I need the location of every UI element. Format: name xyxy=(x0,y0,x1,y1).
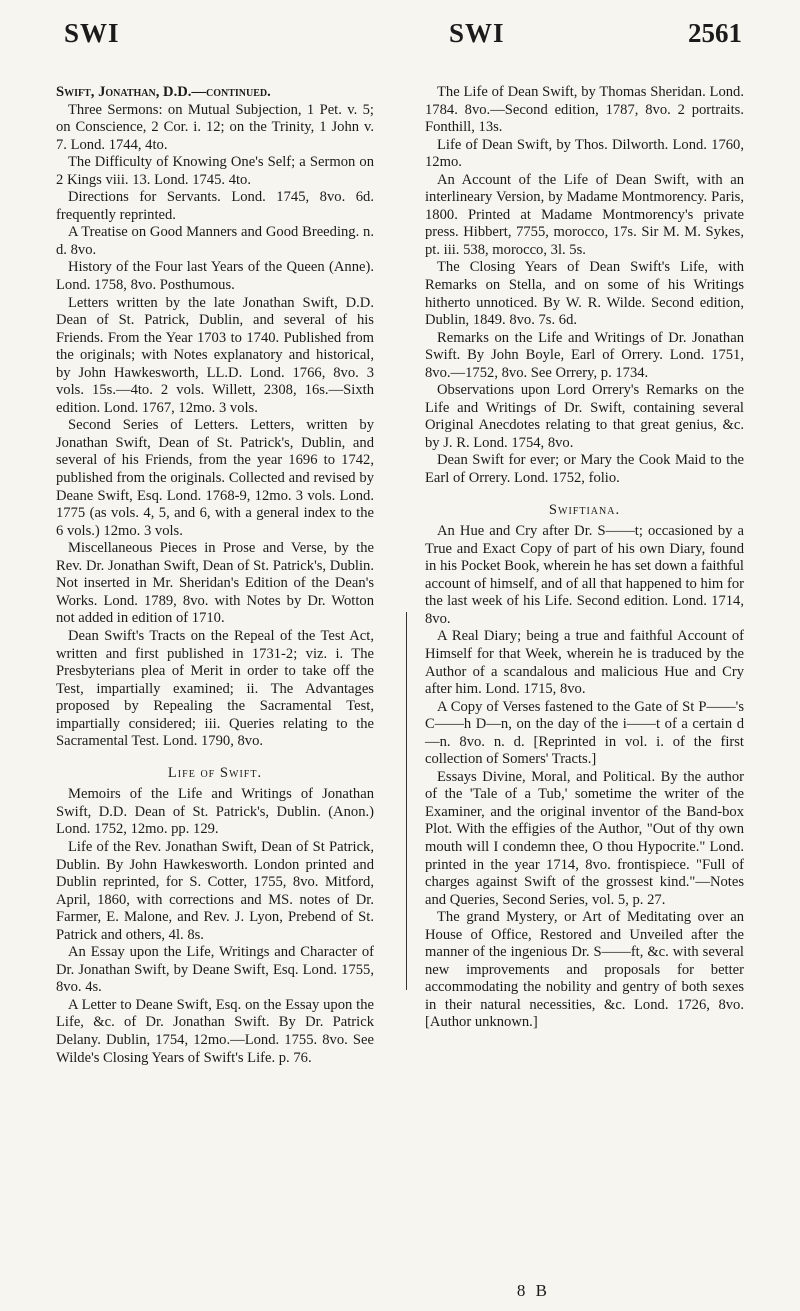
right-entries xyxy=(425,84,744,488)
left-entries xyxy=(56,102,374,751)
bibliography-entry: Dean Swift's Tracts on the Repeal of the Test Act, written and first published in 1731-2; viz. i. The Presbyterians plea of Merit in order to take off the Test, impartially examined; ii. The Advantages proposed by Repealing the Sacramental Test, impartially considered; iii. Queries relating to the Sacramental Test. Lond. 1790, 8vo. xyxy=(56,627,374,750)
bibliography-entry: Letters written by the late Jonathan Swift, D.D. Dean of St. Patrick, Dublin, and several of his Friends. From the Year 1703 to 1740. Published from the originals; with Notes explanatory and historical, by John Hawkesworth, LL.D. Lond. 1766, 8vo. 3 vols. 15s.—4to. 2 vols. Willett, 2308, 16s.—Sixth edition. Lond. 1767, 12mo. 3 vols. xyxy=(56,294,374,416)
bibliography-entry: Three Sermons: on Mutual Subjection, 1 Pet. v. 5; on Conscience, 2 Cor. i. 12; on the Trinity, 1 John v. 7. Lond. 1744, 4to. xyxy=(56,101,374,153)
running-head-left: SWI xyxy=(64,18,120,48)
bibliography-entry: An Essay upon the Life, Writings and Character of Dr. Jonathan Swift, by Deane Swift, Esq. Lond. 1755, 8vo. 4s. xyxy=(56,944,374,996)
life-entries xyxy=(56,786,374,1067)
bibliography-entry: Life of Dean Swift, by Thos. Dilworth. Lond. 1760, 12mo. xyxy=(425,136,744,171)
bibliography-entry: History of the Four last Years of the Queen (Anne). Lond. 1758, 8vo. Posthumous. xyxy=(56,259,374,294)
bibliography-entry: Dean Swift for ever; or Mary the Cook Maid to the Earl of Orrery. Lond. 1752, folio. xyxy=(425,452,744,487)
running-head-center: SWI xyxy=(449,18,505,48)
bibliography-entry: A Letter to Deane Swift, Esq. on the Essay upon the Life, &c. of Dr. Jonathan Swift. By Dr. Patrick Delany. Dublin, 1754, 12mo.—Lond. 1755. 8vo. See Wilde's Closing Years of Swift's Life. p. 76. xyxy=(56,996,374,1066)
bibliography-entry: Directions for Servants. Lond. 1745, 8vo. 6d. frequently reprinted. xyxy=(56,189,374,223)
section-heading-life: Life of Swift. xyxy=(167,764,263,781)
swiftiana-entries xyxy=(425,523,744,1032)
bibliography-entry: Miscellaneous Pieces in Prose and Verse, by the Rev. Dr. Jonathan Swift, Dean of St. Patrick's, Dublin. Not inserted in Mr. Sheridan's Edition of the Dean's Works. Lond. 1789, 8vo. with Notes by Dr. Wotton not added in edition of 1710. xyxy=(56,540,374,627)
page-number: 2561 xyxy=(688,18,742,48)
bibliography-entry: A Treatise on Good Manners and Good Breeding. n. d. 8vo. xyxy=(56,224,374,258)
right-column xyxy=(425,84,744,1032)
bibliography-entry: Remarks on the Life and Writings of Dr. Jonathan Swift. By John Boyle, Earl of Orrery. Lond. 1751, 8vo.—1752, 8vo. See Orrery, p. 1734. xyxy=(425,329,744,381)
bibliography-entry: Essays Divine, Moral, and Political. By the author of the 'Tale of a Tub,' sometime the writer of the Examiner, and the original inventor of the Band-box Plot. With the effigies of the Author, "Out of thy own mouth will I condemn thee, O thou Hypocrite." Lond. printed in the year 1714, 8vo. frontispiece. "Full of charges against Swift of the grossest kind."—Notes and Queries, Second Series, vol. 5, p. 27. xyxy=(425,768,744,908)
bibliography-entry: Observations upon Lord Orrery's Remarks on the Life and Writings of Dr. Swift, containing several Original Anecdotes relating to that great genius, &c. by J. R. Lond. 1754, 8vo. xyxy=(425,382,744,451)
entry-title: Swift, Jonathan, D.D.—continued. xyxy=(56,84,271,100)
bibliography-entry: A Real Diary; being a true and faithful Account of Himself for that Week, wherein he is traduced by the Author of a scandalous and malicious Hue and Cry after him. Lond. 1715, 8vo. xyxy=(425,628,744,698)
bibliography-entry: Life of the Rev. Jonathan Swift, Dean of St Patrick, Dublin. By John Hawkesworth. London printed and Dublin reprinted, for S. Cotter, 1755, 8vo. Mitford, April, 1860, with corrections and MS. notes of Dr. Farmer, E. Malone, and Rev. J. Lyon, Prebend of St. Patrick and others, 4l. 8s. xyxy=(56,838,374,943)
bibliography-entry: The Life of Dean Swift, by Thomas Sheridan. Lond. 1784. 8vo.—Second edition, 1787, 8vo. 2 portraits. Fonthill, 13s. xyxy=(425,84,744,136)
column-rule xyxy=(406,612,407,990)
bibliography-entry: The grand Mystery, or Art of Meditating over an House of Office, Restored and Unveiled after the manner of the ingenious Dr. S——ft, &c. with several new improvements and proposals for better accommodating the nobility and gentry of both sexes in their natural necessities, &c. Lond. 1726, 8vo. [Author unknown.] xyxy=(425,909,744,1031)
bibliography-entry: Memoirs of the Life and Writings of Jonathan Swift, D.D. Dean of St. Patrick's, Dublin. (Anon.) Lond. 1752, 12mo. pp. 129. xyxy=(56,786,374,838)
section-heading-swiftiana: Swiftiana. xyxy=(548,501,621,518)
bibliography-entry: The Closing Years of Dean Swift's Life, with Remarks on Stella, and on some of his Writings hitherto unnoticed. By W. R. Wilde. Second edition, Dublin, 1849. 8vo. 7s. 6d. xyxy=(425,259,744,329)
left-column xyxy=(56,84,374,1067)
bibliography-entry: Second Series of Letters. Letters, written by Jonathan Swift, Dean of St. Patrick's, Dublin, and several of his Friends, from the year 1696 to 1742, published from the originals. Collected and revised by Deane Swift, Esq. Lond. 1768-9, 12mo. 3 vols. Lond. 1775 (as vols. 4, 5, and 6, with a general index to the 6 vols.) 12mo. 3 vols. xyxy=(56,417,374,539)
bibliography-entry: An Account of the Life of Dean Swift, with an interlineary Version, by Madame Montmorency. Paris, 1800. Printed at Madame Montmorency's private press. Hibbert, 7755, morocco, 17s. Sir M. M. Sykes, pt. iii. 538, morocco, 3l. 5s. xyxy=(425,171,744,258)
bibliography-entry: An Hue and Cry after Dr. S——t; occasioned by a True and Exact Copy of part of his own Diary, found in his Pocket Book, wherein he has set down a faithful account of himself, and of all that happened to him for the last week of his Life. Second edition. Lond. 1714, 8vo. xyxy=(425,523,744,627)
bibliography-entry: A Copy of Verses fastened to the Gate of St P——'s C——h D—n, on the day of the i——t of a certain d—n. 8vo. n. d. [Reprinted in vol. i. of the first collection of Somers' Tracts.] xyxy=(425,698,744,768)
signature-mark: 8 B xyxy=(516,1281,550,1300)
bibliography-entry: The Difficulty of Knowing One's Self; a Sermon on 2 Kings viii. 13. Lond. 1745. 4to. xyxy=(56,154,374,188)
